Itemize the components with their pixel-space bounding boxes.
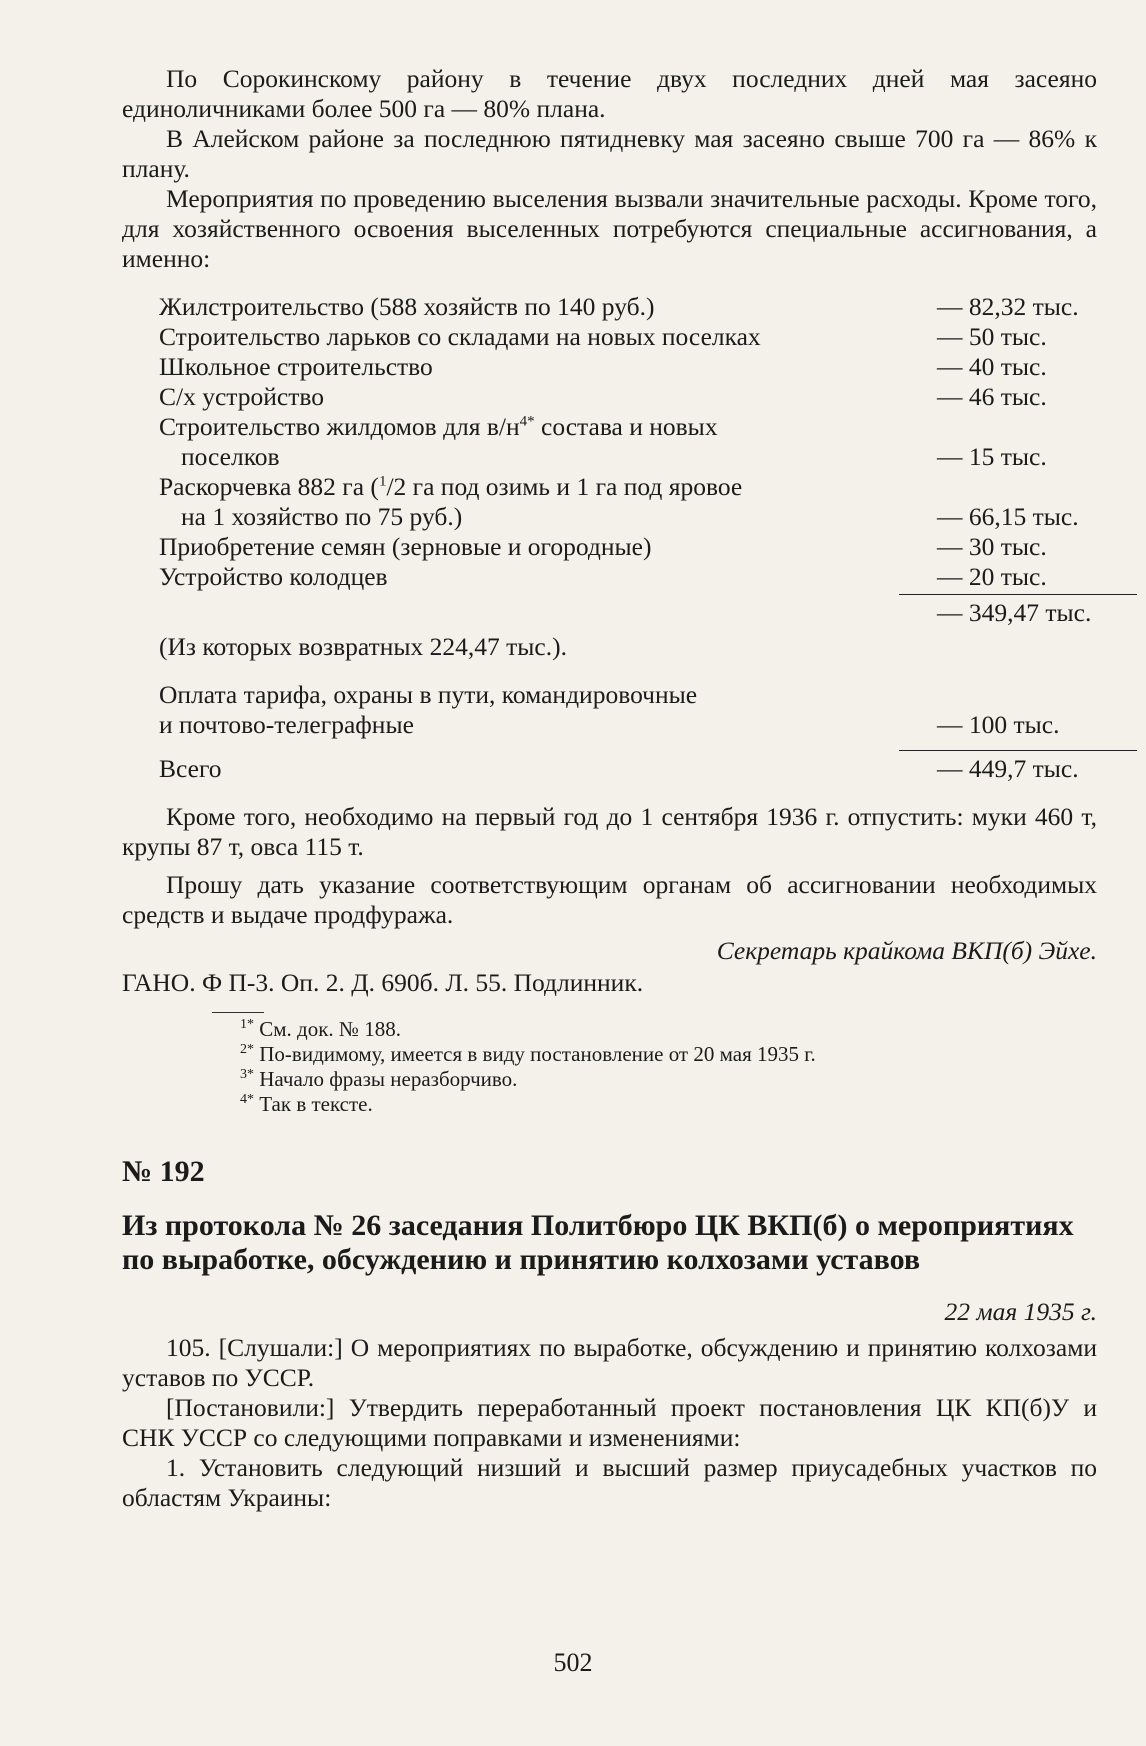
document-date: 22 мая 1935 г. <box>944 1297 1097 1326</box>
expense-row: Строительство ларьков со складами на новых поселках — 50 тыс. <box>159 322 1047 351</box>
expense-row: Приобретение семян (зерновые и огородные) — 30 тыс. <box>159 532 1047 561</box>
expense-row: С/х устройство — 46 тыс. <box>159 382 1047 411</box>
paragraph-flour: Кроме того, необходимо на первый год до 1 сентября 1936 г. отпустить: муки 460 т, крупы 87 т, овса 115 т. <box>122 802 1097 861</box>
tariff-row: Оплата тарифа, охраны в пути, командировочные <box>159 680 698 709</box>
paragraph-request: Прошу дать указание соответствующим органам об ассигновании необходимых средств и выдаче продфуража. <box>122 870 1097 929</box>
total-rule <box>899 750 1137 751</box>
archive-reference: ГАНО. Ф П-3. Оп. 2. Д. 690б. Л. 55. Подлинник. <box>122 968 644 997</box>
returnable-row: (Из которых возвратных 224,47 тыс.). <box>159 632 567 661</box>
footnote: $^{4*}$ Так в тексте. <box>240 1092 373 1116</box>
expense-row: Школьное строительство — 40 тыс. <box>159 352 1047 381</box>
paragraph-expenses-intro: Мероприятия по проведению выселения вызвали значительные расходы. Кроме того, для хозяйственного освоения выселенных потребуются специальные ассигнования, а именно: <box>122 184 1097 273</box>
paragraph-sorokino: По Сорокинскому району в течение двух последних дней мая засеяно единоличниками более 500 га — 80% плана. <box>122 64 1097 123</box>
page-number: 502 <box>553 1648 593 1677</box>
expense-row: Раскорчевка 882 га ($^1$/2 га под озимь и 1 га под яровое <box>159 472 743 501</box>
footnote-divider <box>212 1012 264 1013</box>
total-row: Всего — 449,7 тыс. <box>159 754 1079 783</box>
footnote: $^{2*}$ По-видимому, имеется в виду постановление от 20 мая 1935 г. <box>240 1042 816 1066</box>
paragraph-resolved: [Постановили:] Утвердить переработанный проект постановления ЦК КП(б)У и СНК УССР со следующими поправками и изменениями: <box>122 1393 1097 1452</box>
main-text <box>122 64 1097 1513</box>
subtotal-row: — 349,47 тыс. <box>937 598 1092 627</box>
expense-row: Жилстроительство (588 хозяйств по 140 руб.) — 82,32 тыс. <box>159 292 1079 321</box>
subtotal-rule <box>899 594 1137 595</box>
footnote: $^{1*}$ См. док. № 188. <box>240 1017 401 1041</box>
paragraph-heard: 105. [Слушали:] О мероприятиях по выработке, обсуждению и принятию колхозами уставов по УССР. <box>122 1333 1097 1392</box>
document-number: № 192 <box>122 1155 205 1188</box>
expense-row: Устройство колодцев — 20 тыс. <box>159 562 1047 591</box>
paragraph-aleisk: В Алейском районе за последнюю пятидневку мая засеяно свыше 700 га — 86% к плану. <box>122 124 1097 183</box>
expense-row-continued: на 1 хозяйство по 75 руб.) — 66,15 тыс. <box>181 502 1079 531</box>
footnote: $^{3*}$ Начало фразы неразборчиво. <box>240 1067 518 1091</box>
signature: Секретарь крайкома ВКП(б) Эйхе. <box>716 936 1097 965</box>
expense-row-continued: поселков — 15 тыс. <box>181 442 1047 471</box>
tariff-row-continued: и почтово-телеграфные — 100 тыс. <box>159 710 1060 739</box>
document-title: Из протокола № 26 заседания Политбюро ЦК ВКП(б) о мероприятиях по выработке, обсуждению и принятию колхозами уставов <box>122 1209 1074 1276</box>
expense-list <box>159 292 1097 784</box>
paragraph-plots: 1. Установить следующий низший и высший размер приусадебных участков по областям Украины: <box>122 1453 1097 1512</box>
expense-row: Строительство жилдомов для $в/н^{4*}$ состава и новых <box>159 412 718 441</box>
